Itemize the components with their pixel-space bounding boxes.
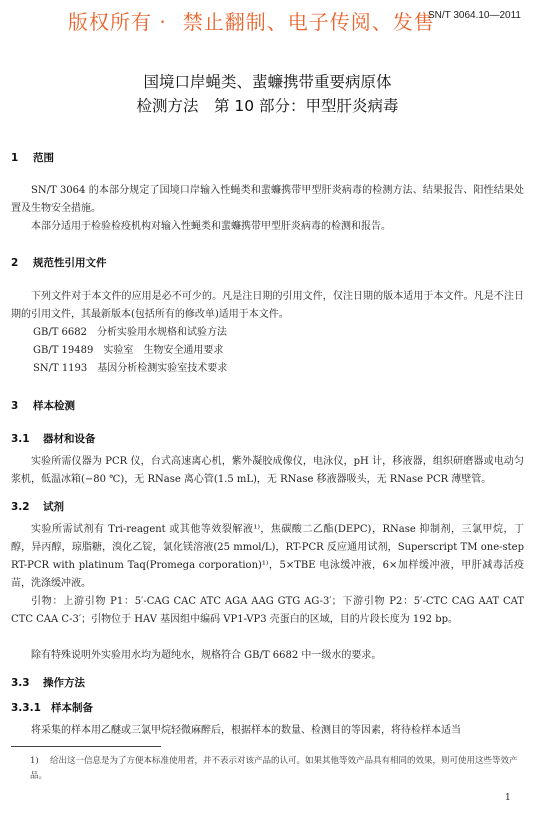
reference-item: SN/T 1193 基因分析检测实验室技术要求 xyxy=(33,363,228,374)
section-3-1-heading xyxy=(11,431,96,446)
paragraph: 实验所需试剂有 Tri-reagent 或其他等效裂解液¹⁾，焦碳酸二乙酯(DEPC)，RNase 抑制剂，三氯甲烷，丁醇，异丙醇，琼脂糖，溴化乙锭，氯化镁溶液(25 mmol/L)，RT-PCR 反应通用试剂，Superscript TM one-step RT-PCR with platinum Taq(Promega corporation)¹⁾，5×TBE 电泳缓冲液，6×加样缓冲液，甲肝减毒活疫苗，洗涤缓冲液。 xyxy=(11,524,524,589)
footnote-divider xyxy=(11,746,161,747)
page-number: 1 xyxy=(505,793,511,803)
section-title: 样本制备 xyxy=(51,702,93,714)
paragraph: 除有特殊说明外实验用水均为超纯水，规格符合 GB/T 6682 中一级水的要求。 xyxy=(31,650,382,661)
section-title: 器材和设备 xyxy=(43,433,96,445)
reference-item: GB/T 19489 实验室 生物安全通用要求 xyxy=(33,345,224,356)
doc-title-line-1: 国境口岸蝇类、蜚蠊携带重要病原体 xyxy=(143,73,392,91)
paragraph: 本部分适用于检验检疫机构对输入性蝇类和蜚蠊携带甲型肝炎病毒的检测和报告。 xyxy=(31,221,391,232)
paragraph: 下列文件对于本文件的应用是必不可少的。凡是注日期的引用文件，仅注日期的版本适用于本文件。凡是不注日期的引用文件，其最新版本(包括所有的修改单)适用于本文件。 xyxy=(11,291,524,320)
section-1-heading xyxy=(11,150,54,165)
paragraph: 引物：上游引物 P1：5′-CAG CAC ATC AGA AAG GTG AG-3′；下游引物 P2：5′-CTC CAG AAT CAT CTC CAA C-3′；引物位于 HAV 基因组中编码 VP1-VP3 壳蛋白的区域，目的片段长度为 192 bp。 xyxy=(11,596,524,625)
section-number: 1 xyxy=(11,152,19,164)
section-3-3-1-heading xyxy=(11,700,93,715)
footnote-mark: 1) xyxy=(30,756,39,766)
watermark-part-1: 版权所有 · xyxy=(68,10,167,34)
section-number: 3 xyxy=(11,400,19,412)
doc-title-line-2: 检测方法 第 10 部分：甲型肝炎病毒 xyxy=(136,97,399,115)
footnote-text: 给出这一信息是为了方便本标准使用者，并不表示对该产品的认可。如果其他等效产品具有相同的效果，则可使用这些等效产品。 xyxy=(30,756,518,781)
paragraph: SN/T 3064 的本部分规定了国境口岸输入性蝇类和蜚蠊携带甲型肝炎病毒的检测方法、结果报告、阳性结果处置及生物安全措施。 xyxy=(11,185,524,214)
section-title: 范围 xyxy=(33,152,54,164)
section-number: 3.3 xyxy=(11,677,30,689)
section-title: 规范性引用文件 xyxy=(33,257,107,269)
section-3-heading xyxy=(11,398,75,413)
standard-number: SN/T 3064.10—2011 xyxy=(427,10,521,21)
section-number: 3.3.1 xyxy=(11,702,41,714)
section-3-2-heading xyxy=(11,499,64,514)
paragraph: 实验所需仪器为 PCR 仪，台式高速离心机，紫外凝胶成像仪，电泳仪，pH 计，移液器，组织研磨器或电动匀浆机，低温冰箱(−80 ℃)，无 RNase 离心管(1.5 mL)，无 RNase 移液器吸头，无 RNase PCR 薄壁管。 xyxy=(11,456,524,485)
footnote xyxy=(30,754,525,784)
section-title: 试剂 xyxy=(43,501,64,513)
reference-item: GB/T 6682 分析实验用水规格和试验方法 xyxy=(33,327,228,338)
section-number: 2 xyxy=(11,257,19,269)
copyright-watermark xyxy=(68,6,451,35)
section-number: 3.2 xyxy=(11,501,30,513)
section-2-heading xyxy=(11,255,107,270)
section-title: 操作方法 xyxy=(43,677,85,689)
section-title: 样本检测 xyxy=(33,400,75,412)
paragraph: 将采集的样本用乙醚或三氯甲烷轻微麻醉后，根据样本的数量、检测目的等因素，将待检样本适当 xyxy=(31,725,461,736)
section-3-3-heading xyxy=(11,675,85,690)
watermark-part-2: 禁止翻制、电子传阅、发售 xyxy=(182,10,435,34)
section-number: 3.1 xyxy=(11,433,30,445)
